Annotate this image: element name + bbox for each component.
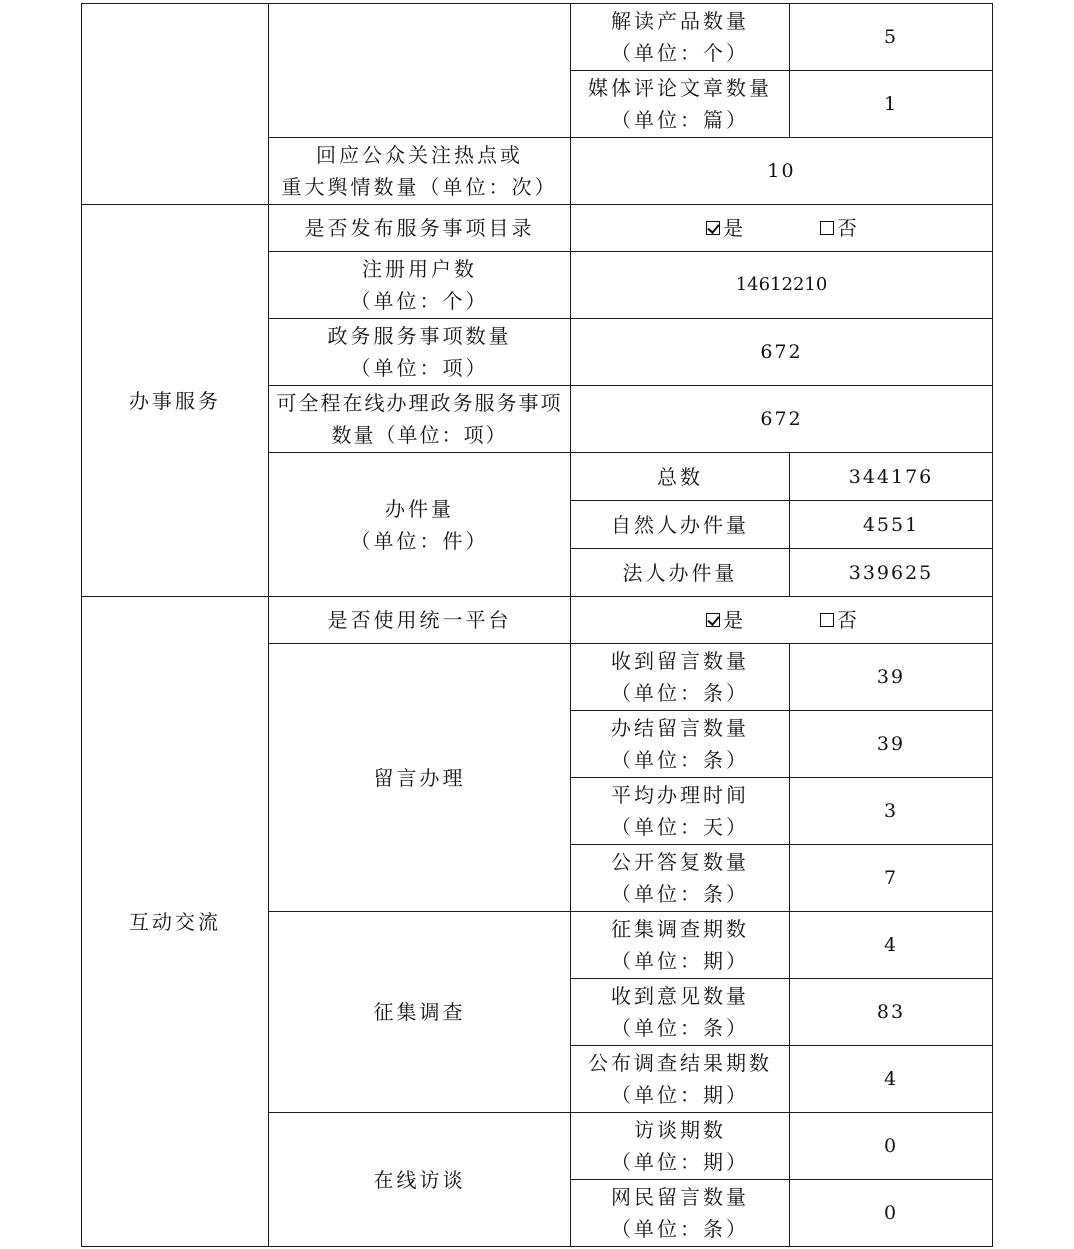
messages-received-label xyxy=(571,644,790,711)
interview-netizen-msgs-label xyxy=(571,1180,790,1247)
survey-results-value: 4 xyxy=(790,1046,993,1113)
yes-text: 是 xyxy=(723,608,744,632)
unit-text: （单位：篇） xyxy=(611,108,749,132)
unit-text: （单位：期） xyxy=(611,1083,749,1107)
unit-text: （单位：个） xyxy=(350,289,489,313)
interpret-count-label xyxy=(571,4,790,71)
catalog-label: 是否发布服务事项目录 xyxy=(269,205,571,252)
users-value: 14612210 xyxy=(571,252,993,319)
unit-text: （单位：期） xyxy=(611,949,749,973)
survey-periods-label xyxy=(571,912,790,979)
unit-text: （单位：期） xyxy=(611,1150,749,1174)
items-label xyxy=(269,319,571,386)
checked-box-icon[interactable] xyxy=(706,613,720,627)
platform-no-option[interactable] xyxy=(820,604,857,636)
users-label xyxy=(269,252,571,319)
unit-text: （单位：件） xyxy=(350,528,489,553)
cases-total-value: 344176 xyxy=(790,453,993,501)
report-page xyxy=(81,3,993,1247)
messages-closed-label xyxy=(571,711,790,778)
cases-natural-value: 4551 xyxy=(790,501,993,549)
checked-box-icon[interactable] xyxy=(706,221,720,235)
table-row xyxy=(82,205,993,252)
unit-text: （单位：个） xyxy=(611,41,749,65)
survey-opinions-label xyxy=(571,979,790,1046)
table-row xyxy=(82,4,993,71)
table-row xyxy=(82,597,993,644)
label-text: 征集调查期数 xyxy=(611,917,749,941)
survey-opinions-value: 83 xyxy=(790,979,993,1046)
label-text: 收到留言数量 xyxy=(611,649,749,673)
items-value: 672 xyxy=(571,319,993,386)
label-text: 解读产品数量 xyxy=(611,9,749,33)
media-comment-value: 1 xyxy=(790,71,993,138)
unit-text: （单位：天） xyxy=(611,815,749,839)
unchecked-box-icon[interactable] xyxy=(820,613,834,627)
online-items-label xyxy=(269,386,571,453)
no-text: 否 xyxy=(836,216,857,240)
label-text: 媒体评论文章数量 xyxy=(588,76,772,100)
interpret-count-value: 5 xyxy=(790,4,993,71)
yes-text: 是 xyxy=(723,216,744,240)
unit-text: （单位：条） xyxy=(611,1016,749,1040)
hotspot-label xyxy=(269,138,571,205)
unit-text: 重大舆情数量（单位：次） xyxy=(281,175,558,199)
cases-natural-label: 自然人办件量 xyxy=(571,501,790,549)
unit-text: 数量（单位：项） xyxy=(331,423,508,447)
survey-results-label xyxy=(571,1046,790,1113)
online-items-value: 672 xyxy=(571,386,993,453)
hotspot-value: 10 xyxy=(571,138,993,205)
messages-received-value: 39 xyxy=(790,644,993,711)
section-interaction: 互动交流 xyxy=(82,597,269,1247)
label-text: 可全程在线办理政务服务事项 xyxy=(276,391,563,415)
cases-label xyxy=(269,453,571,597)
catalog-options xyxy=(571,205,993,252)
media-comment-label xyxy=(571,71,790,138)
unit-text: （单位：条） xyxy=(611,681,749,705)
cases-legal-value: 339625 xyxy=(790,549,993,597)
interview-netizen-msgs-value: 0 xyxy=(790,1180,993,1247)
label-text: 平均办理时间 xyxy=(611,783,749,807)
messages-avg-time-label xyxy=(571,778,790,845)
catalog-yes-option[interactable] xyxy=(706,212,743,244)
messages-public-reply-label xyxy=(571,845,790,912)
label-text: 办件量 xyxy=(385,496,454,521)
survey-periods-value: 4 xyxy=(790,912,993,979)
label-text: 网民留言数量 xyxy=(611,1185,749,1209)
survey-label: 征集调查 xyxy=(269,912,571,1113)
label-text: 访谈期数 xyxy=(634,1118,726,1142)
unit-text: （单位：条） xyxy=(611,882,749,906)
messages-label: 留言办理 xyxy=(269,644,571,912)
label-text: 政务服务事项数量 xyxy=(327,324,512,348)
label-text: 回应公众关注热点或 xyxy=(316,143,523,167)
catalog-no-option[interactable] xyxy=(820,212,857,244)
platform-yes-option[interactable] xyxy=(706,604,743,636)
unit-text: （单位：条） xyxy=(611,1217,749,1241)
unit-text: （单位：条） xyxy=(611,748,749,772)
interview-periods-value: 0 xyxy=(790,1113,993,1180)
label-text: 办结留言数量 xyxy=(611,716,749,740)
unit-text: （单位：项） xyxy=(350,356,489,380)
platform-label: 是否使用统一平台 xyxy=(269,597,571,644)
label-text: 注册用户数 xyxy=(362,257,477,281)
messages-public-reply-value: 7 xyxy=(790,845,993,912)
cell-blank xyxy=(82,4,269,205)
cell-blank xyxy=(269,4,571,138)
messages-avg-time-value: 3 xyxy=(790,778,993,845)
interview-periods-label xyxy=(571,1113,790,1180)
label-text: 公开答复数量 xyxy=(611,850,749,874)
cases-total-label: 总数 xyxy=(571,453,790,501)
unchecked-box-icon[interactable] xyxy=(820,221,834,235)
label-text: 收到意见数量 xyxy=(611,984,749,1008)
interview-label: 在线访谈 xyxy=(269,1113,571,1247)
platform-options xyxy=(571,597,993,644)
no-text: 否 xyxy=(836,608,857,632)
section-service: 办事服务 xyxy=(82,205,269,597)
label-text: 公布调查结果期数 xyxy=(588,1051,772,1075)
report-table xyxy=(81,3,993,1247)
messages-closed-value: 39 xyxy=(790,711,993,778)
cases-legal-label: 法人办件量 xyxy=(571,549,790,597)
